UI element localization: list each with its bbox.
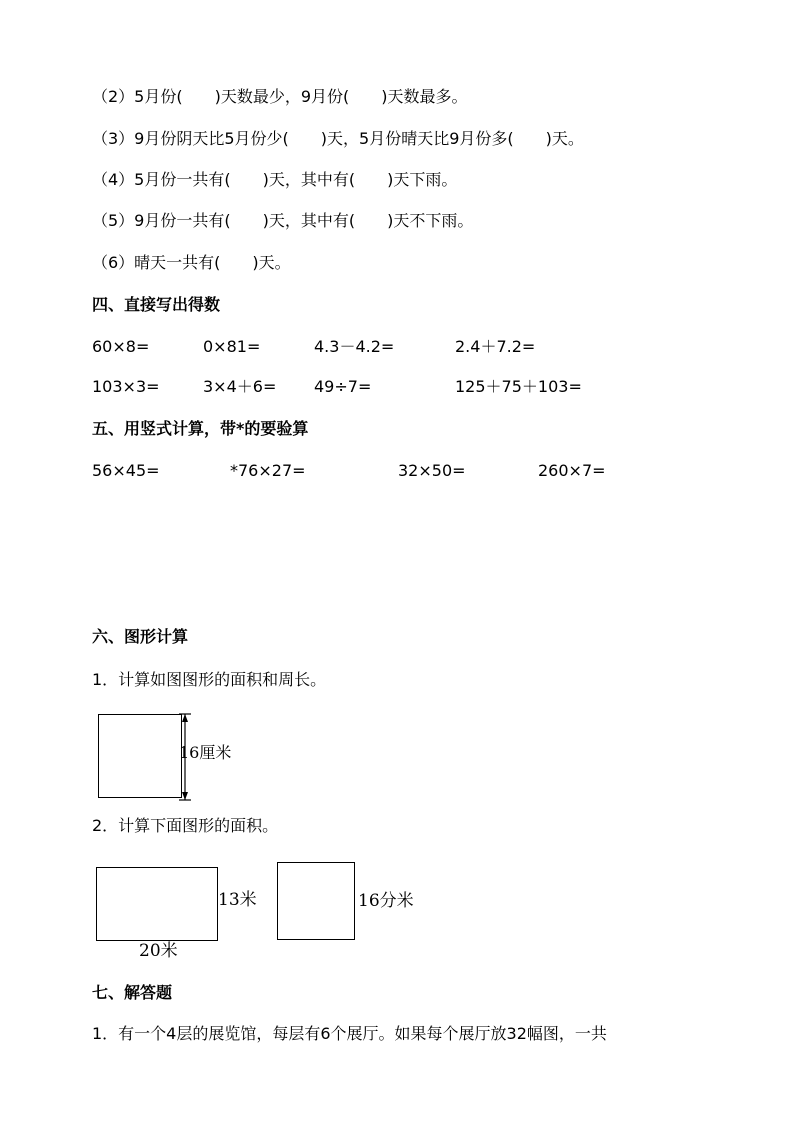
calc-item: 125＋75＋103= xyxy=(455,377,582,396)
square-figure-2 xyxy=(277,862,355,940)
figure-question-2: 2．计算下面图形的面积。 xyxy=(92,816,279,835)
vertical-calc-item: 32×50= xyxy=(398,461,466,480)
figure-question-1: 1．计算如图图形的面积和周长。 xyxy=(92,670,327,689)
question-4: （4）5月份一共有( )天，其中有( )天下雨。 xyxy=(92,170,458,189)
side-length-label: 16厘米 xyxy=(179,743,232,762)
calc-item: 60×8= xyxy=(92,337,150,356)
square-figure xyxy=(98,714,182,798)
question-2: （2）5月份( )天数最少，9月份( )天数最多。 xyxy=(92,87,468,106)
rectangle-height-label: 13米 xyxy=(218,890,257,910)
section-5-title: 五、用竖式计算，带*的要验算 xyxy=(92,419,309,438)
calc-item: 49÷7= xyxy=(314,377,372,396)
calc-item: 4.3－4.2= xyxy=(314,337,395,356)
vertical-calc-item: *76×27= xyxy=(230,461,306,480)
question-5: （5）9月份一共有( )天，其中有( )天不下雨。 xyxy=(92,211,474,230)
calc-item: 0×81= xyxy=(203,337,261,356)
calc-item: 3×4＋6= xyxy=(203,377,277,396)
vertical-calc-item: 260×7= xyxy=(538,461,606,480)
section-6-title: 六、图形计算 xyxy=(92,627,189,646)
vertical-calc-item: 56×45= xyxy=(92,461,160,480)
calc-item: 2.4＋7.2= xyxy=(455,337,536,356)
section-4-title: 四、直接写出得数 xyxy=(92,295,221,314)
section-7-title: 七、解答题 xyxy=(92,983,173,1002)
question-3: （3）9月份阴天比5月份少( )天，5月份晴天比9月份多( )天。 xyxy=(92,129,584,148)
rectangle-width-label: 20米 xyxy=(139,941,178,961)
calc-item: 103×3= xyxy=(92,377,160,396)
square-side-label: 16分米 xyxy=(358,891,414,911)
word-problem-1: 1．有一个4层的展览馆，每层有6个展厅。如果每个展厅放32幅图，一共 xyxy=(92,1024,607,1043)
question-6: （6）晴天一共有( )天。 xyxy=(92,253,291,272)
rectangle-figure xyxy=(96,867,218,941)
